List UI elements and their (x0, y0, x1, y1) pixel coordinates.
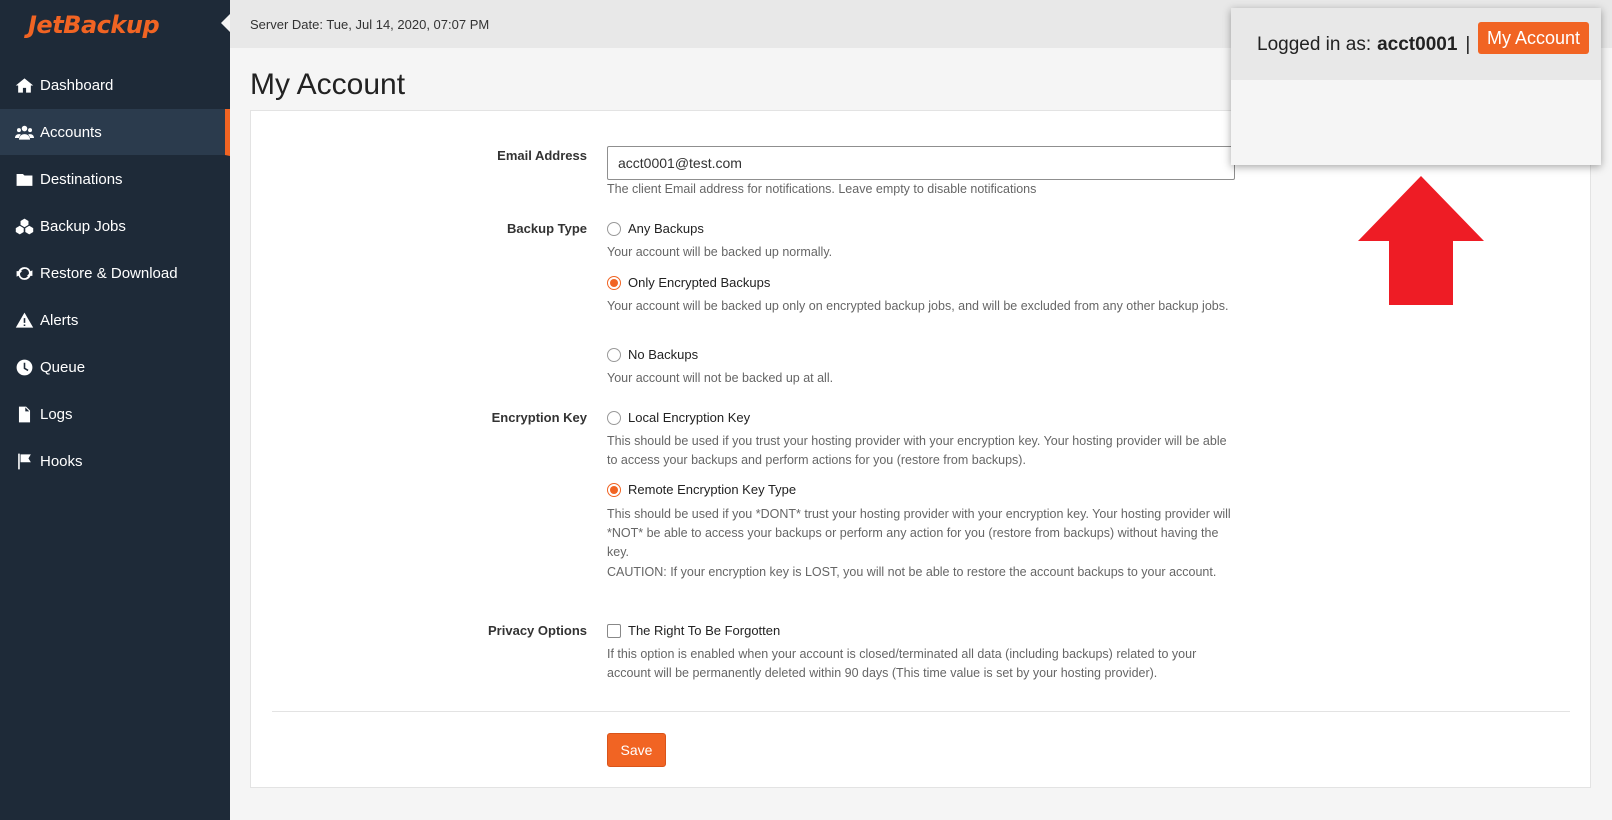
radio-local-encryption-key[interactable] (607, 410, 750, 425)
checkbox-right-to-be-forgotten[interactable] (607, 623, 780, 638)
users-icon (15, 123, 40, 142)
sidebar-item-hooks[interactable] (0, 438, 230, 485)
folder-icon (15, 170, 40, 189)
logo-text: JetBackup (28, 11, 160, 39)
warning-icon (15, 311, 40, 330)
sidebar-item-backup-jobs[interactable] (0, 203, 230, 250)
home-icon (15, 76, 40, 95)
sidebar-item-label: Backup Jobs (40, 217, 126, 235)
only-encrypted-help: Your account will be backed up only on encrypted backup jobs, and will be excluded from any other backup jobs. (607, 299, 1229, 313)
email-field[interactable] (607, 146, 1235, 180)
radio-button[interactable] (607, 483, 621, 497)
checkbox-label: The Right To Be Forgotten (628, 623, 781, 638)
clock-icon (15, 358, 40, 377)
sidebar-item-label: Hooks (40, 452, 83, 470)
radio-label: Remote Encryption Key Type (628, 482, 797, 497)
checkbox[interactable] (607, 624, 621, 638)
sidebar-item-label: Destinations (40, 170, 123, 188)
logged-in-info (1257, 34, 1478, 56)
radio-button[interactable] (607, 222, 621, 236)
sidebar-item-label: Logs (40, 405, 73, 423)
red-arrow-annotation (1358, 176, 1484, 305)
server-date: Server Date: Tue, Jul 14, 2020, 07:07 PM (250, 17, 490, 32)
sidebar-collapse-caret[interactable] (221, 14, 230, 32)
sidebar-item-label: Dashboard (40, 76, 114, 94)
page-title: My Account (250, 68, 406, 101)
privacy-options-label: Privacy Options (488, 623, 587, 638)
radio-label: Any Backups (628, 221, 704, 236)
sidebar-item-label: Queue (40, 358, 86, 376)
sidebar-item-alerts[interactable] (0, 297, 230, 344)
radio-any-backups[interactable] (607, 221, 704, 236)
sidebar-item-label: Restore & Download (40, 264, 178, 282)
save-button[interactable]: Save (607, 733, 666, 767)
backup-type-label: Backup Type (507, 221, 587, 236)
local-key-help: This should be used if you trust your hosting provider with your encryption key. Your hosting provider will be able to access your backups and perform actions for you (restore from backups). (607, 434, 1227, 467)
sidebar-item-destinations[interactable] (0, 156, 230, 203)
radio-remote-encryption-key[interactable] (607, 482, 796, 497)
account-header (1231, 8, 1601, 80)
encryption-caution: CAUTION: If your encryption key is LOST, you will not be able to restore the account backups to your account. (607, 565, 1217, 579)
radio-button[interactable] (607, 276, 621, 290)
radio-no-backups[interactable] (607, 347, 698, 362)
account-dropdown (1231, 8, 1601, 165)
username: acct0001 (1377, 34, 1458, 55)
radio-label: No Backups (628, 347, 699, 362)
sidebar-item-queue[interactable] (0, 344, 230, 391)
encryption-key-label: Encryption Key (491, 410, 587, 425)
radio-label: Local Encryption Key (628, 410, 751, 425)
radio-label: Only Encrypted Backups (628, 275, 771, 290)
radio-button[interactable] (607, 348, 621, 362)
my-account-button[interactable]: My Account (1478, 22, 1589, 54)
sidebar-item-logs[interactable] (0, 391, 230, 438)
sidebar-item-dashboard[interactable] (0, 62, 230, 109)
sidebar (0, 0, 230, 820)
radio-button[interactable] (607, 411, 621, 425)
arrow-shape (1358, 176, 1484, 305)
cubes-icon (15, 217, 40, 236)
radio-only-encrypted-backups[interactable] (607, 275, 770, 290)
any-backups-help: Your account will be backed up normally. (607, 245, 833, 259)
logged-in-prefix: Logged in as: (1257, 34, 1372, 55)
sidebar-item-restore-download[interactable] (0, 250, 230, 297)
separator: | (1465, 34, 1471, 55)
refresh-icon (15, 264, 40, 283)
email-label: Email Address (497, 148, 587, 163)
sidebar-item-label: Accounts (40, 123, 102, 141)
email-help: The client Email address for notifications. Leave empty to disable notifications (607, 182, 1037, 196)
remote-key-help: This should be used if you *DONT* trust your hosting provider with your encryption key. Your hosting provider will *NOT* be able to access your backups or perform any action for you (restore from backups) without having the key. (607, 507, 1231, 559)
form-divider (272, 711, 1570, 712)
sidebar-item-label: Alerts (40, 311, 79, 329)
flag-icon (15, 452, 40, 471)
sidebar-nav (0, 62, 230, 485)
no-backups-help: Your account will not be backed up at all. (607, 371, 834, 385)
sidebar-item-accounts[interactable] (0, 109, 230, 156)
privacy-help: If this option is enabled when your account is closed/terminated all data (including backups) related to your account will be permanently deleted within 90 days (This time value is set by your hosting provider). (607, 647, 1197, 680)
jetbackup-logo[interactable] (0, 0, 230, 50)
file-icon (15, 405, 40, 424)
